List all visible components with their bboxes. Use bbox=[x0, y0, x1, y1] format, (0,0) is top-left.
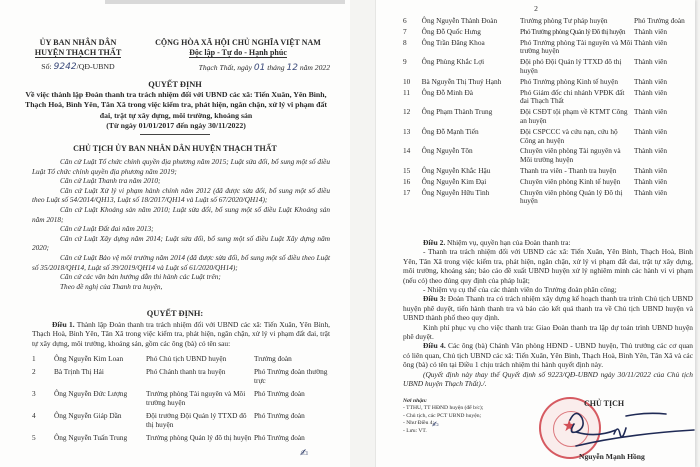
member-row bbox=[403, 167, 693, 176]
member-position: Đội phó Đội Quản lý TTXD đô thị huyện bbox=[519, 57, 622, 75]
doc-number-suffix: /QĐ-UBND bbox=[76, 62, 115, 71]
legal-basis: Căn cứ Luật Bảo vệ môi trường năm 2014 (đã được sửa đổi, bổ sung một số điều theo Luật số 35/2018/QH14, Luật số 39/2019/QH14 và Luật số 61/2020/QH14); bbox=[32, 252, 330, 272]
article-2-item-1: - Thanh tra trách nhiệm đối với UBND các xã: Tiến Xuân, Yên Bình, Thạch Hoà, Bình Yên, Tân Xã trong việc kiểm tra, phát hiện, ngăn chặn, xử lý vi phạm đất đai, trật tự xây dựng, môi trường, khoáng sản; báo cáo đề xuất UBND huyện xử lý nghiêm minh các hành vi vi phạm (nếu có) theo đúng quy định của pháp luật; bbox=[403, 247, 693, 285]
member-name: Ông Nguyễn Thành Đoàn bbox=[421, 16, 498, 25]
member-row bbox=[32, 354, 330, 363]
article-2 bbox=[403, 238, 693, 247]
member-position: Thanh tra viên - Thanh tra huyện bbox=[519, 165, 617, 175]
member-row bbox=[403, 128, 693, 146]
article-1-text: Thành lập Đoàn thanh tra trách nhiệm đối với UBND các xã: Tiến Xuân, Yên Bình, Thạch Hoà, Bình Yên, Tân Xã trong việc kiểm tra, phát hiện, ngăn chặn, xử lý vi phạm đất đai, trật tự xây dựng, môi trường, khoáng sản, gồm các ông (bà) có tên sau: bbox=[32, 320, 330, 348]
member-role: Thành viên bbox=[634, 165, 668, 175]
initial-mark-icon: ✍ bbox=[432, 420, 439, 429]
member-row bbox=[403, 78, 693, 87]
article-4-label: Điều 4. bbox=[423, 341, 446, 351]
article-3-label: Điều 3: bbox=[423, 294, 446, 304]
member-role: Phó Trưởng đoàn bbox=[254, 389, 305, 398]
articles-2-4 bbox=[403, 238, 693, 389]
national-header bbox=[146, 38, 330, 58]
legal-bases bbox=[32, 157, 330, 291]
recipient: - Lưu: VT. bbox=[403, 427, 427, 434]
article-1-label: Điều 1. bbox=[52, 320, 75, 329]
member-no: 10 bbox=[403, 76, 411, 86]
article-2-label: Điều 2. bbox=[423, 238, 446, 247]
member-position: Phó Trưởng phòng Kinh tế huyện bbox=[519, 76, 619, 86]
member-position: Phó Trưởng phòng Tài nguyên và Môi trường huyện bbox=[519, 37, 633, 56]
article-2-text: Nhiệm vụ, quyền hạn của Đoàn thanh tra: bbox=[445, 238, 571, 247]
nation-motto: Độc lập - Tự do - Hạnh phúc bbox=[189, 47, 287, 57]
doc-number-prefix: Số: bbox=[41, 62, 52, 71]
member-row bbox=[403, 17, 693, 26]
member-no: 13 bbox=[403, 126, 411, 136]
member-role: Thành viên bbox=[634, 37, 668, 47]
document-page-2 bbox=[375, 0, 695, 467]
member-row bbox=[403, 189, 693, 207]
member-role: Thành viên bbox=[634, 87, 668, 97]
signature-icon bbox=[556, 400, 695, 460]
article-4-text: Các ông (bà) Chánh Văn phòng HĐND - UBND huyện, Thủ trưởng các cơ quan có liên quan, Chủ tịch UBND các xã: Tiến Xuân, Yên Bình, Thạch Hoà, Bình Yên, Tân Xã và các ông (bà) có tên tại Điều 1 chịu trách nhiệm thi hành quyết định này. bbox=[403, 341, 693, 370]
legal-basis: Căn cứ các văn bản hướng dẫn thi hành các Luật trên; bbox=[60, 272, 221, 282]
date-day: 01 bbox=[253, 63, 266, 73]
recipients-block bbox=[403, 398, 513, 435]
member-row bbox=[403, 108, 693, 126]
recipient: - Như Điều 4; bbox=[403, 420, 435, 427]
member-role: Thành viên bbox=[634, 107, 668, 117]
member-no: 14 bbox=[403, 146, 411, 156]
signer-name: Nguyễn Mạnh Hồng bbox=[579, 452, 645, 461]
member-row bbox=[403, 39, 693, 57]
legal-basis: Theo đề nghị của Thanh tra huyện, bbox=[60, 281, 163, 291]
member-name: Ông Đỗ Quốc Hưng bbox=[421, 26, 481, 36]
member-name: Ông Nguyễn Khắc Hậu bbox=[421, 165, 491, 175]
member-list-page-1 bbox=[32, 354, 330, 446]
issuer-heading: CHỦ TỊCH ỦY BAN NHÂN DÂN HUYỆN THẠCH THẤT bbox=[73, 144, 277, 153]
member-name: Bà Nguyễn Thị Thuý Hạnh bbox=[421, 76, 502, 86]
member-name: Ông Nguyễn Hữu Tình bbox=[421, 187, 490, 197]
date-month-label: tháng bbox=[267, 63, 285, 72]
legal-basis: Căn cứ Luật Xây dựng năm 2014; Luật sửa đổi, bổ sung một số điều Luật Xây dựng năm 2020; bbox=[32, 233, 330, 253]
member-row bbox=[403, 178, 693, 187]
member-list-page-2 bbox=[403, 17, 693, 208]
legal-basis: Căn cứ Luật Tổ chức chính quyền địa phương năm 2015; Luật sửa đổi, bổ sung một số điều Luật Tổ chức chính quyền địa phương năm 2019; bbox=[32, 157, 330, 176]
recipient: - Chủ tịch, các PCT UBND huyện; bbox=[403, 412, 482, 419]
page-number: 2 bbox=[534, 4, 538, 13]
member-no: 17 bbox=[403, 187, 411, 197]
issue-date bbox=[146, 63, 330, 73]
nation-title: CỘNG HÒA XÃ HỘI CHỦ NGHĨA VIỆT NAM bbox=[155, 38, 321, 47]
member-name: Ông Nguyễn Đức Lượng bbox=[54, 389, 128, 398]
member-name: Ông Nguyễn Giáp Dần bbox=[54, 411, 122, 420]
member-name: Ông Nguyễn Tuấn Trung bbox=[54, 433, 128, 442]
doc-number-handwritten: 9242 bbox=[53, 62, 77, 72]
member-no: 1 bbox=[32, 354, 36, 363]
member-row bbox=[32, 433, 330, 442]
member-row bbox=[32, 411, 330, 429]
member-role: Thành viên bbox=[634, 176, 668, 186]
member-position: Chuyên viên phòng Kinh tế huyện bbox=[519, 176, 621, 186]
member-no: 4 bbox=[32, 411, 36, 420]
member-no: 5 bbox=[32, 433, 36, 442]
member-no: 12 bbox=[403, 107, 411, 117]
member-name: Ông Nguyễn Tôn bbox=[421, 146, 473, 156]
member-role: Thành viên bbox=[634, 76, 668, 86]
member-role: Phó Trưởng đoàn thường trực bbox=[254, 367, 328, 385]
initial-mark-icon: ✍ bbox=[300, 448, 309, 459]
recipient: - TTHU, TT HĐND huyện (để b/c); bbox=[403, 405, 484, 412]
member-position: Chuyên viên phòng Quản lý Đô thị huyện bbox=[519, 187, 623, 206]
date-place: Thạch Thất, ngày bbox=[198, 63, 252, 72]
member-role: Phó Trưởng đoàn bbox=[634, 16, 685, 25]
member-no: 3 bbox=[32, 389, 36, 398]
member-position: Phó Giám đốc chi nhánh VPĐK đất đai Thạch Thất bbox=[519, 87, 625, 106]
member-name: Ông Phùng Khắc Lợi bbox=[421, 57, 485, 67]
issuing-agency bbox=[20, 38, 136, 58]
member-role: Phó Trưởng đoàn bbox=[254, 433, 305, 442]
agency-line-1: ỦY BAN NHÂN DÂN bbox=[39, 38, 117, 47]
seal-star-icon: ★ bbox=[562, 416, 577, 435]
legal-basis: Căn cứ Luật Đất đai năm 2013; bbox=[60, 224, 154, 234]
recipients-label: Nơi nhận: bbox=[403, 398, 427, 404]
member-role: Thành viên bbox=[634, 26, 668, 36]
member-row bbox=[32, 367, 330, 385]
decides-heading: QUYẾT ĐỊNH: bbox=[146, 309, 204, 318]
subject-text: Về việc thành lập Đoàn thanh tra trách nhiệm đối với UBND các xã: Tiến Xuân, Yên Bình, Thạch Hoà, Bình Yên, Tân Xã trong việc kiểm tra, phát hiện, ngăn chặn, xử lý vi phạm đất đai, trật tự xây dựng, môi trường, khoáng sản bbox=[25, 90, 327, 120]
member-row bbox=[403, 147, 693, 165]
member-no: 7 bbox=[403, 26, 407, 36]
legal-basis: Căn cứ Luật Xử lý vi phạm hành chính năm 2012 (đã được sửa đổi, bổ sung một số điều theo Luật số 54/2014/QH13, Luật số 18/2017/QH14 và Luật số 67/2020/QH14); bbox=[32, 185, 330, 205]
member-name: Bà Trịnh Thị Hải bbox=[54, 367, 104, 376]
member-role: Thành viên bbox=[634, 126, 668, 136]
document-number bbox=[20, 62, 136, 72]
member-no: 9 bbox=[403, 57, 407, 67]
member-position: Trưởng phòng Quản lý đô thị huyện bbox=[146, 433, 252, 442]
member-no: 16 bbox=[403, 176, 411, 186]
member-position: Đội CSĐT tội phạm về KTMT Công an huyện bbox=[519, 107, 628, 125]
scan-edge bbox=[105, 0, 345, 4]
date-year: năm 2022 bbox=[299, 63, 330, 72]
member-name: Ông Nguyễn Kim Đại bbox=[421, 176, 487, 186]
member-position: Phó Chánh thanh tra huyện bbox=[146, 367, 226, 376]
member-row bbox=[403, 28, 693, 37]
article-4 bbox=[403, 341, 693, 369]
subject-period: (Từ ngày 01/01/2017 đến ngày 30/11/2022) bbox=[106, 120, 246, 130]
member-no: 11 bbox=[403, 87, 411, 97]
legal-basis: Căn cứ Luật Thanh tra năm 2010; bbox=[60, 176, 161, 186]
member-name: Ông Nguyễn Kim Loan bbox=[54, 354, 124, 363]
divider bbox=[140, 134, 210, 135]
member-position: Đội trưởng Đội Quản lý TTXD đô thị huyện bbox=[146, 411, 247, 429]
member-no: 6 bbox=[403, 16, 407, 25]
member-row bbox=[403, 58, 693, 76]
article-3 bbox=[403, 294, 693, 322]
agency-line-2: HUYỆN THẠCH THẤT bbox=[34, 47, 122, 57]
article-3-budget: Kinh phí phục vụ cho việc thanh tra: Giao Đoàn thanh tra lập dự toán trình UBND huyện phê duyệt. bbox=[403, 322, 693, 342]
article-2-item-2: - Nhiệm vụ cụ thể của các thành viên do Trưởng đoàn phân công; bbox=[423, 285, 617, 295]
signature-title: CHỦ TỊCH bbox=[584, 399, 625, 408]
member-no: 8 bbox=[403, 37, 407, 47]
member-role: Thành viên bbox=[634, 187, 668, 197]
date-month: 12 bbox=[286, 63, 298, 73]
article-3-text: Đoàn Thanh tra có trách nhiệm xây dựng kế hoạch thanh tra trình Chủ tịch UBND huyện phê duyệt, tiến hành thanh tra và báo cáo kết quả thanh tra về Chủ tịch UBND huyện và UBND thành phố theo quy định. bbox=[403, 294, 693, 323]
member-row bbox=[32, 389, 330, 407]
member-position: Trưởng phòng Tư pháp huyện bbox=[519, 16, 608, 25]
member-name: Ông Đỗ Mạnh Tiến bbox=[421, 126, 479, 136]
member-name: Ông Đỗ Minh Đà bbox=[421, 87, 473, 97]
replacement-note: (Quyết định này thay thế Quyết định số 9223/QĐ-UBND ngày 30/11/2022 của Chủ tịch UBND huyện Thạch Thất)./. bbox=[403, 369, 693, 389]
member-position: Đội CSPCCC và cứu nạn, cứu hộ Công an huyện bbox=[519, 126, 618, 145]
member-position: Chuyên viên phòng Tài nguyên và Môi trường huyện bbox=[519, 146, 621, 165]
member-row bbox=[403, 89, 693, 107]
member-role: Phó Trưởng đoàn bbox=[254, 411, 305, 420]
member-role: Thành viên bbox=[634, 57, 668, 67]
member-position: Trưởng phòng Tài nguyên và Môi trường huyện bbox=[146, 389, 246, 407]
member-position: Phó Chủ tịch UBND huyện bbox=[146, 354, 227, 363]
member-name: Ông Phạm Thành Trung bbox=[421, 107, 493, 117]
member-no: 15 bbox=[403, 165, 411, 175]
member-position: Phó Trưởng phòng Quản lý Đô thị huyện bbox=[519, 26, 626, 36]
document-subject bbox=[22, 90, 330, 131]
member-role: Trưởng đoàn bbox=[254, 354, 292, 363]
member-no: 2 bbox=[32, 367, 36, 376]
document-type-title: QUYẾT ĐỊNH bbox=[148, 80, 202, 89]
legal-basis: Căn cứ Luật Khoáng sản năm 2010; Luật sửa đổi, bổ sung một số điều Luật Khoáng sản năm 2018; bbox=[32, 204, 330, 224]
member-role: Thành viên bbox=[634, 146, 668, 156]
member-name: Ông Trần Đăng Khoa bbox=[421, 37, 485, 47]
article-1 bbox=[32, 320, 330, 348]
